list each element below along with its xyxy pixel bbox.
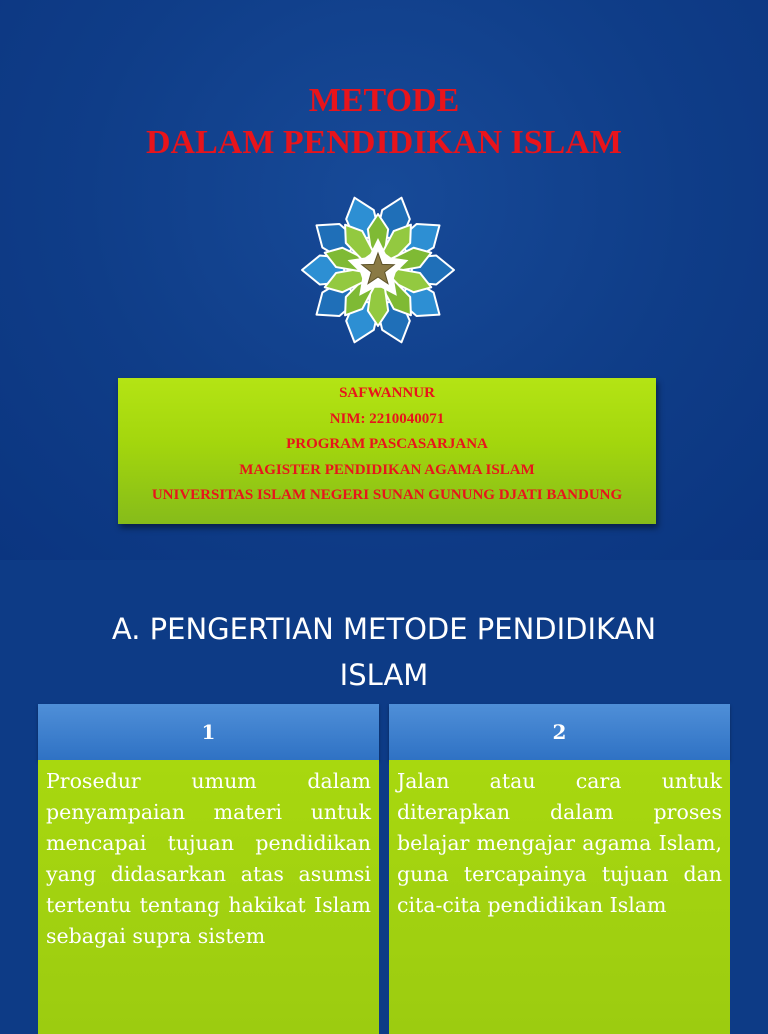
section-heading: [0, 606, 768, 698]
student-id: NIM: 2210040071: [329, 410, 445, 427]
definition-card-1: [38, 704, 379, 1034]
slide-title-line-2: DALAM PENDIDIKAN ISLAM: [145, 124, 623, 161]
definition-card-number: 2: [389, 704, 730, 760]
author-name: SAFWANNUR: [339, 385, 435, 401]
definition-card-number: 1: [38, 704, 379, 760]
major-name: MAGISTER PENDIDIKAN AGAMA ISLAM: [239, 461, 535, 478]
section-heading-line-1: A. PENGERTIAN METODE PENDIDIKAN: [111, 612, 657, 646]
definition-card-2: [389, 704, 730, 1034]
university-name: UNIVERSITAS ISLAM NEGERI SUNAN GUNUNG DJATI BANDUNG: [151, 487, 623, 503]
program-name: PROGRAM PASCASARJANA: [286, 436, 488, 452]
star-flower-emblem-icon: [298, 196, 458, 344]
slide-title-line-1: METODE: [308, 82, 460, 119]
definition-card-text: Prosedur umum dalam penyampaian materi untuk mencapai tujuan pendidikan yang didasarkan atas asumsi tertentu tentang hakikat Islam sebagai supra sistem: [38, 760, 379, 1034]
author-info-box: [118, 378, 656, 524]
slide-title: [0, 80, 768, 164]
definition-card-text: Jalan atau cara untuk diterapkan dalam proses belajar mengajar agama Islam, guna tercapainya tujuan dan cita-cita pendidikan Islam: [389, 760, 730, 1034]
section-heading-line-2: ISLAM: [339, 658, 429, 692]
